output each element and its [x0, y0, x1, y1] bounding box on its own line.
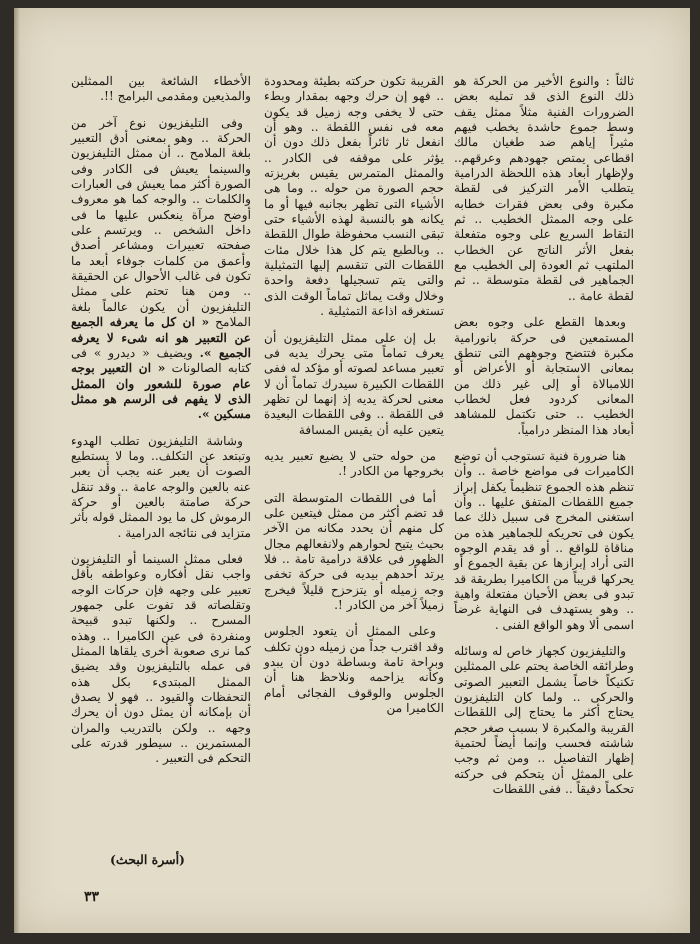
page-number: ٣٣ [84, 889, 100, 905]
paragraph: القريبة تكون حركته بطيئة ومحدودة .. فهو إن حرك وجهه بمقدار وبطء حتى لا يخفى وجه زميل قد يكون معه فى نفس اللقطة .. وهو أن انفعل ثار ثائراً بفعل ذلك دون أن يؤثر على موقفه فى الكادر .. والممثل المتمرس يقيس بغريزته حجم الصورة من حوله .. وما هى الأشياء التى تظهر بجانبه فيها أو ما يكانه هو بالنسبة لهذه الأشياء حتى تبقى النسب محفوظة طوال اللقطة .. وبالطبع يتم كل هذا خلال مئات اللقطات التى تنقسم إليها التمثيلية والتى يتم تسجيلها دفعة واحدة وخلال وقت يماثل تماماً الوقت الذى تستغرقه اذاعة التمثيلية . [264, 74, 444, 319]
paragraph: وعلى الممثل أن يتعود الجلوس وقد اقترب جداً من زميله دون تكلف وبراحة تامة وبساطة دون أن يبدو وكأنه يزاحمه ونلاحظ هنا أن الجلوس والوقوف الفجائى أمام الكاميرا من [264, 624, 444, 716]
paragraph: والتليفزيون كجهاز خاص له وسائله وطرائقه الخاصة يحتم على الممثلين تكنيكاً خاصاً يشمل التعبير الصوتى والحركى .. ولما كان التليفزيون يحتاج أكثر ما يحتاج إلى اللقطات القريبة والمكبرة لا بسبب صغر حجم شاشته فحسب وإنما أيضاً لحتمية إظهار التفاصيل .. ومن ثم وجب على الممثل أن يتحكم فى حركته تحكماً دقيقاً .. ففى اللقطات [454, 644, 634, 797]
paragraph: بل إن على ممثل التليفزيون أن يعرف تماماً متى يحرك يديه فى تعبير مساعد لصوته أو مؤكد له ففى اللقطات الكبيرة سيدرك تماماً أن لا معنى لحركة يديه إذ إنهما لن تظهر فى اللقطة .. وفى اللقطات البعيدة يتعين عليه أن يقيس المسافة [264, 330, 444, 437]
paragraph-text: ويضيف « ديدرو » فى كتابه الصالونات [71, 345, 251, 376]
paragraph: هنا ضرورة فنية تستوجب أن توضع الكاميرات فى مواضع خاصة .. وأن تنظم هذه الجموع تنظيماً يكفل إبراز جميع اللقطات المتفق عليها .. وأن استغنى المخرج فى سبيل ذلك عما يكون فى تحريكه للجماهير هذه من مناقاة للواقع .. أو قد يقدم الوجوه التى أراد إبرازها عن بقية الجموع أو يحركها قريباً من الكاميرا بطريقة قد تبدو فى بعض الأحيان مفتعلة واهية .. وهو يستهدف فى النهاية غرضاً اسمى ألا وهو الواقع الفنى . [454, 448, 634, 632]
article-column-right [454, 74, 634, 808]
bold-quote: « ان كل ما يعرفه الجميع عن التعبير هو انه شىء لا يعرفه الجميع ». [71, 315, 252, 360]
author-signature: (أسرة البحث) [110, 852, 185, 867]
paragraph: من حوله حتى لا يضيع تعبير يديه بخروجها من الكادر !. [264, 448, 444, 479]
paragraph: فعلى ممثل السينما أو التليفزيون واجب نقل أفكاره وعواطفه بأقل تعبير على وجهه فإن حركات الوجه وتقلصاته قد تفوت على جمهور المسرح .. ولكنها تبدو قبيحة ومنفردة فى عين الكاميرا .. وهذه كما نرى صعوبة أخرى يلقاها الممثل فى عمله بالتليفزيون وقد يضيق الممثل المبتدىء بكل هذه التحفظات والقيود .. فهو لا يصدق أن بإمكانه أن يمثل دون أن يحرك وجهه .. ولكن بالتدريب والمران المستمرين .. سيطور قدرته على التحكم فى التعبير . [71, 551, 251, 766]
paragraph: أما فى اللقطات المتوسطة التى قد تضم أكثر من ممثل فيتعين على كل منهم أن يحدد مكانه من الآخر بحيث يتيح لحوارهم ولانفعالهم مجال الظهور فى علاقة درامية تامة .. فلا يرتد أحدهم بيديه فى حركة تخفى وجه زميله أو يتزحزح قليلاً فيخرج زميلاً آخر من الكادر !. [264, 490, 444, 612]
paragraph: وبعدها القطع على وجوه بعض المستمعين فى حركة بانورامية مكبرة فتتضح وجوههم التى تنطق بمعانى الاستجابة أو الأعراض أو اللامبالاة أو إلى غير ذلك من المعانى كردود فعل لخطاب الخطيب .. حتى تكتمل للمشاهد أبعاد هذا المنظر درامياً. [454, 315, 634, 437]
article-column-left [71, 74, 251, 778]
bold-quote: « ان التعبير بوجه عام صورة للشعور وان الممثل الذى لا يفهم فى الرسم هو ممثل مسكين ». [71, 361, 251, 422]
magazine-page [14, 8, 690, 933]
paragraph: ثالثاً : والنوع الأخير من الحركة هو ذلك النوع الذى قد تمليه بعض الضرورات الفنية مثلاً ممثل يقف وسط جموع حاشدة يخطب فيهم مثيراً إياهم ضد طغيان مالك اقطاعى يمتص جهودهم وعرقهم.. ولإظهار أبعاد هذه اللحظة الدرامية يتطلب الأمر التركيز فى لقطة مكبرة وفى بعض فقرات خطابه على وجه الممثل الخطيب .. ثم التقاط السريع على وجوه متفعلة بفعل الأثر الناتج عن الخطاب الملتهب ثم العودة إلى الخطيب مع الجماهير فى لقطة متوسطة .. ثم لقطة عامة .. [454, 74, 634, 303]
paragraph: الأخطاء الشائعة بين الممثلين والمذيعين ومقدمى البرامج !!. [71, 74, 251, 104]
article-column-middle [264, 74, 444, 727]
paragraph-with-quote [71, 116, 251, 423]
page-fold-shadow [14, 8, 20, 933]
paragraph-text: وفى التليفزيون نوع آخر من الحركة .. وهو بمعنى أدق التعبير بلغة الملامح .. أن ممثل التليفزيون والسينما يعيش فى الكادر وفى الصورة أكثر مما يعيش فى العبارات والكلمات .. والوجه كما هو معروف أوضح مرآة ينعكس عليها ما فى داخل الشخص .. ويرتسم على صفحته تعبيرات ومشاعر أصدق وأعمق من كلمات جوفاء أبعد ما تكون فى غالب الأحوال عن الحقيقة .. ومن هنا تحتم على ممثل التليفزيون أن يكون عالماً بلغة الملامح [71, 115, 251, 330]
paragraph: وشاشة التليفزيون تطلب الهدوء وتبتعد عن التكلف.. وما لا يستطيع الصوت أن يعبر عنه يجب أن يعبر عنه بالعين والوجه عامة .. وقد تنقل حركة صامتة بالعين أو حركة الرموش كل ما يود الممثل قوله بأثر متزايد فى نتائجه الدرامية . [71, 433, 251, 540]
